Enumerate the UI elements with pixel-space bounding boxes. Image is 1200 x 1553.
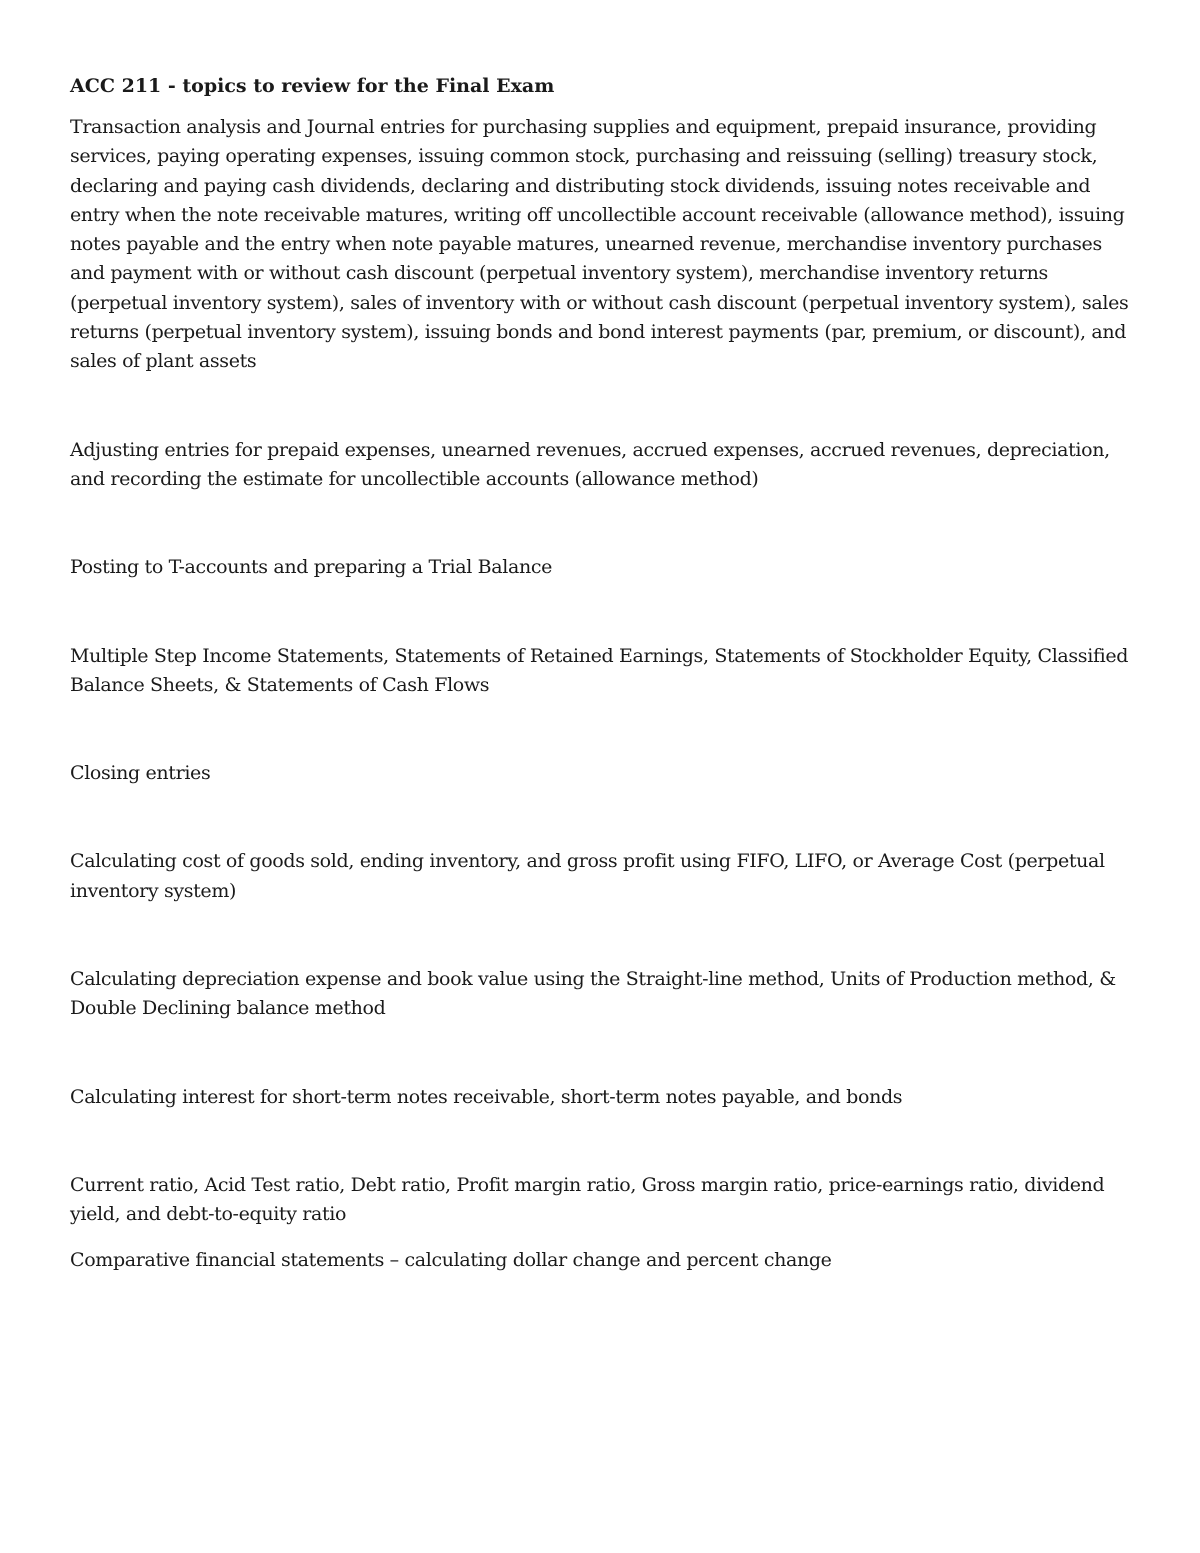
topic-posting-trial-balance: Posting to T-accounts and preparing a Trial Balance <box>70 556 553 579</box>
topic-depreciation: Calculating depreciation expense and book value using the Straight-line method, Units of Production method, & Double Declining balance method <box>70 968 1116 1020</box>
topic-transaction-analysis: Transaction analysis and Journal entries for purchasing supplies and equipment, prepaid insurance, providing services, paying operating expenses, issuing common stock, purchasing and reissuing (selling) treasury stock, declaring and paying cash dividends, declaring and distributing stock dividends, issuing notes receivable and entry when the note receivable matures, writing off uncollectible account receivable (allowance method), issuing notes payable and the entry when note payable matures, unearned revenue, merchandise inventory purchases and payment with or without cash discount (perpetual inventory system), merchandise inventory returns (perpetual inventory system), sales of inventory with or without cash discount (perpetual inventory system), sales returns (perpetual inventory system), issuing bonds and bond interest payments (par, premium, or discount), and sales of plant assets <box>70 116 1129 373</box>
topic-comparative-statements: Comparative financial statements – calculating dollar change and percent change <box>70 1248 832 1271</box>
topic-financial-statements: Multiple Step Income Statements, Statements of Retained Earnings, Statements of Stockholder Equity, Classified Balance Sheets, & Statements of Cash Flows <box>70 644 1129 696</box>
topic-inventory-costing: Calculating cost of goods sold, ending inventory, and gross profit using FIFO, LIFO, or Average Cost (perpetual inventory system) <box>70 850 1105 902</box>
document-title: ACC 211 - topics to review for the Final Exam <box>70 75 555 97</box>
topic-adjusting-entries: Adjusting entries for prepaid expenses, unearned revenues, accrued expenses, accrued revenues, depreciation, and recording the estimate for uncollectible accounts (allowance method) <box>70 438 1110 490</box>
topic-ratios: Current ratio, Acid Test ratio, Debt ratio, Profit margin ratio, Gross margin ratio, price-earnings ratio, dividend yield, and debt-to-equity ratio <box>70 1173 1105 1226</box>
document-page <box>70 72 1140 1275</box>
topic-closing-entries: Closing entries <box>70 762 211 785</box>
topic-interest: Calculating interest for short-term notes receivable, short-term notes payable, and bonds <box>70 1085 903 1108</box>
